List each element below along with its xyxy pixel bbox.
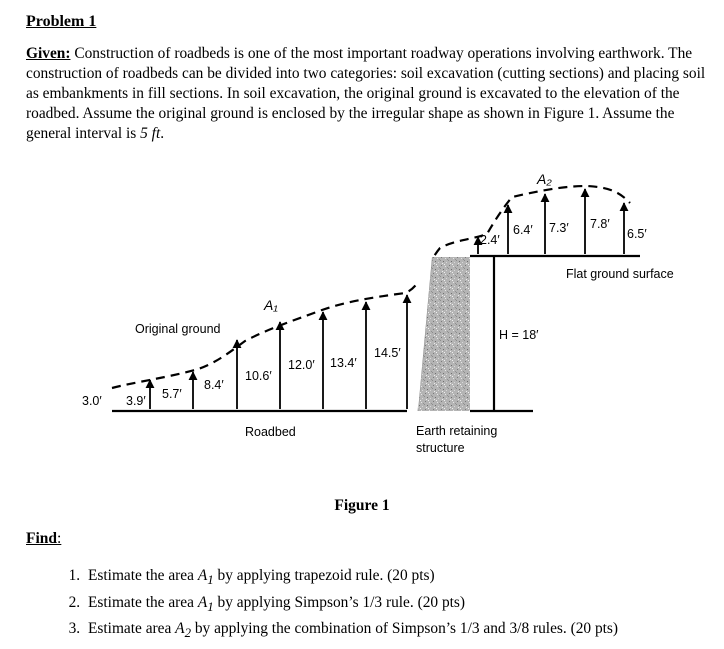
task-3-subscript: 2 [184, 626, 191, 641]
task-1-pre: Estimate the area [88, 567, 198, 584]
task-2-subscript: 1 [207, 599, 214, 614]
label-flat-ground: Flat ground surface [566, 267, 674, 281]
given-text-2: . [160, 125, 165, 142]
original-ground-curve [112, 186, 630, 388]
interval-value: 5 [140, 125, 148, 142]
a1-value-5: 10.6′ [245, 369, 272, 383]
given-label: Given: [26, 45, 71, 62]
label-area-a2: A₂ [537, 171, 552, 187]
a1-value-1: 3.0′ [82, 394, 102, 408]
a2-value-1: 2.4′ [480, 233, 500, 247]
problem-heading: Problem 1 [26, 13, 97, 30]
task-item [84, 565, 618, 592]
task-item [84, 592, 618, 619]
task-1-symbol: A [197, 567, 208, 584]
a1-value-4: 8.4′ [204, 378, 224, 392]
find-heading [26, 530, 61, 548]
label-retaining-2: structure [416, 441, 465, 455]
task-2-post: by applying Simpson’s 1/3 rule. (20 pts) [213, 593, 466, 611]
interval-unit: ft [151, 125, 161, 142]
a2-value-3: 7.3′ [549, 221, 569, 235]
label-retaining-1: Earth retaining [416, 424, 498, 438]
task-2-pre: Estimate the area [88, 593, 198, 611]
label-original-ground: Original ground [135, 322, 221, 336]
a2-value-2: 6.4′ [513, 223, 533, 237]
a2-value-4: 7.8′ [590, 217, 610, 231]
task-3-post: by applying the combination of Simpson’s 1/3 and 3/8 rules. (20 pts) [191, 620, 619, 638]
given-text-1: Construction of roadbeds is one of the most important roadway operations involving earthwork. The construction of roadbeds can be divided into two categories: soil excavation (cutting sections) and placing soil as embankments in fill sections. In soil excavation, the original ground is excavated to the elevation of the roadbed. Assume the original ground is enclosed by the irregular shape as shown in Figure 1. Assume the general interval is [26, 45, 706, 142]
find-label: Find [26, 530, 58, 547]
task-1-post: by applying trapezoid rule. (20 pts) [213, 567, 435, 584]
label-roadbed: Roadbed [245, 425, 296, 439]
a1-value-3: 5.7′ [162, 387, 182, 401]
task-item [84, 618, 618, 645]
a1-value-6: 12.0′ [288, 358, 315, 372]
find-colon: : [57, 530, 62, 547]
a2-value-5: 6.5′ [627, 227, 647, 241]
label-area-a1: A₁ [264, 297, 278, 313]
task-1-subscript: 1 [207, 573, 214, 588]
label-wall-height: H = 18′ [499, 328, 539, 342]
a1-value-2: 3.9′ [126, 394, 146, 408]
a1-value-8: 14.5′ [374, 346, 401, 360]
figure-caption: Figure 1 [334, 497, 390, 514]
a1-value-7: 13.4′ [330, 356, 357, 370]
task-list [62, 565, 618, 645]
task-2-symbol: A [197, 593, 208, 611]
task-3-symbol: A [175, 620, 185, 638]
task-3-pre: Estimate area [88, 620, 176, 638]
